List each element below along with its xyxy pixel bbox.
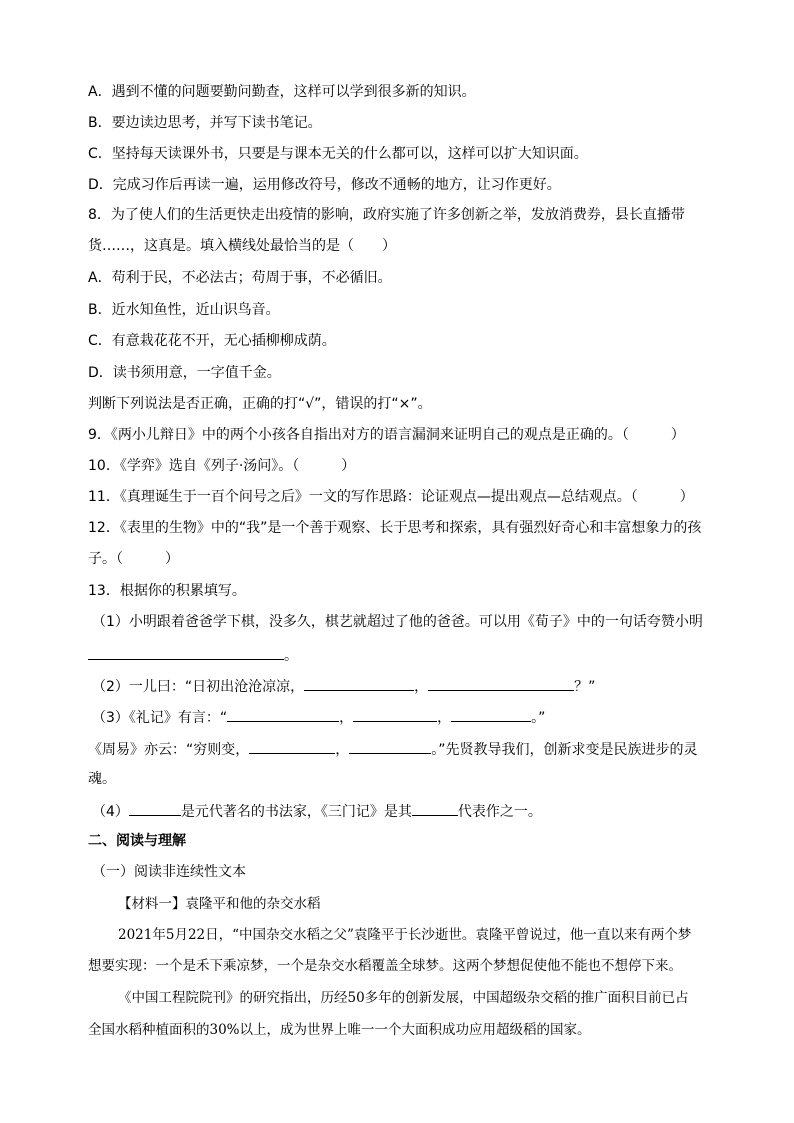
answer-blank[interactable] [249,739,335,754]
q8-stem-line1: 8．为了使人们的生活更快走出疫情的影响，政府实施了许多创新之举，发放消费券，县长直播带 [88,207,685,223]
answer-blank[interactable] [353,707,437,722]
q13-part1-text: （1）小明跟着爸爸学下棋，没多久，棋艺就超过了他的爸爸。可以用《荀子》中的一句话夸赞小明 [92,614,703,630]
q12-line1: 12．《表里的生物》中的“我”是一个善于观察、长于思考和探索，具有强烈好奇心和丰富想象力的孩 [88,520,702,536]
q8-stem-line2: 货……，这真是。填入横线处最恰当的是（ ） [88,238,396,254]
answer-blank[interactable] [88,645,284,660]
q13-part3-zhouyi: 《周易》亦云：“穷则变， ， 。”先贤教导我们，创新求变是民族进步的灵 [88,739,724,759]
q13-part4: （4） 是元代著名的书法家，《三门记》是其 代表作之一。 [92,801,724,821]
material-para1-line2: 想要实现：一个是禾下乘凉梦，一个是杂交水稻覆盖全球梦。这两个梦想促使他不能也不想停下来。 [88,958,682,974]
material-para1-line1: 2021年5月22日，“中国杂交水稻之父”袁隆平于长沙逝世。袁隆平曾说过，他一直以来有两个梦 [118,927,692,943]
answer-blank[interactable] [412,801,458,816]
q13-title: 13．根据你的积累填写。 [88,583,246,599]
q7-option-d: D．完成习作后再读一遍，运用修改符号，修改不通畅的地方，让习作更好。 [88,177,561,193]
q13-part1-answer-line: 。 [88,645,724,665]
section-title: 二、阅读与理解 [88,833,186,849]
q13-part3: （3）《礼记》有言：“ ， ， 。” [92,707,724,727]
judge-instruction: 判断下列说法是否正确，正确的打“√”，错误的打“×”。 [88,396,432,412]
material-para2-line2: 全国水稻种植面积的30%以上，成为世界上唯一一个大面积成功应用超级稻的国家。 [88,1022,591,1038]
answer-blank[interactable] [349,739,431,754]
q10: 10．《学弈》选自《列子·汤问》。（ ） [88,458,356,474]
q9: 9．《两小儿辩日》中的两个小孩各自指出对方的语言漏洞来证明自己的观点是正确的。（ ） [88,427,685,443]
q13-part2: （2）一儿曰：“日初出沧沧凉凉， ， ？” [92,676,724,696]
q13-part3-cont: 魂。 [88,771,116,787]
q7-option-b: B．要边读边思考，并写下读书笔记。 [88,115,322,131]
q7-option-a: A．遇到不懂的问题要勤问勤查，这样可以学到很多新的知识。 [88,84,476,100]
q11: 11．《真理诞生于一百个问号之后》一文的写作思路：论证观点—提出观点—总结观点。（ ） [88,489,694,505]
material-title: 【材料一】袁隆平和他的杂交水稻 [118,896,321,912]
q8-option-a: A．苟利于民，不必法古；苟周于事，不必循旧。 [88,270,392,286]
answer-blank[interactable] [304,676,414,691]
answer-blank[interactable] [227,707,339,722]
material-para2-line1: 《中国工程院院刊》的研究指出，历经50多年的创新发展，中国超级杂交稻的推广面积目前已占 [118,990,689,1006]
q8-option-c: C．有意栽花花不开，无心插柳柳成荫。 [88,333,336,349]
answer-blank[interactable] [129,801,181,816]
section-subtitle: （一）阅读非连续性文本 [92,864,246,880]
answer-blank[interactable] [428,676,574,691]
q8-option-d: D．读书须用意，一字值千金。 [88,365,281,381]
q12-line2: 子。（ ） [88,551,179,567]
answer-blank[interactable] [451,707,531,722]
q7-option-c: C．坚持每天读课外书，只要是与课本无关的什么都可以，这样可以扩大知识面。 [88,146,588,162]
q8-option-b: B．近水知鱼性，近山识鸟音。 [88,302,280,318]
